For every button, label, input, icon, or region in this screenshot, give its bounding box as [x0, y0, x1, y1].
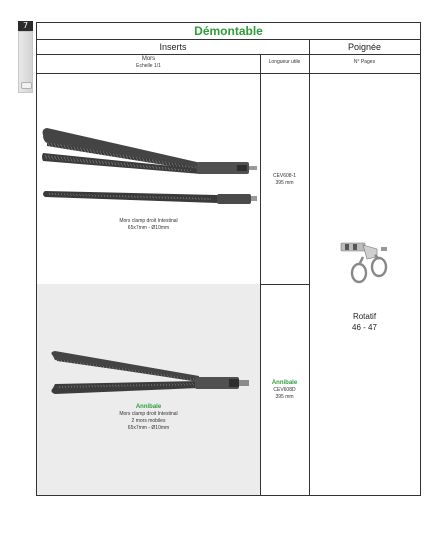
row2-brand: Annibale — [135, 404, 162, 410]
pages-header: N° Pages — [353, 59, 376, 65]
inserts-header: Inserts — [159, 42, 187, 52]
clamp-image-1 — [41, 123, 259, 213]
handle-pages: 46 - 47 — [352, 323, 377, 332]
clamp-image-2 — [49, 348, 254, 398]
side-scroll-strip — [18, 31, 33, 93]
mors-header: Mors — [141, 56, 156, 62]
row1-length: 395 mm — [275, 180, 294, 186]
row2-mobile-jaws: 2 mors mobiles — [131, 418, 166, 424]
strip-knob — [21, 82, 32, 89]
row2-length: 395 mm — [275, 394, 294, 400]
rotatif-handle-image — [337, 235, 397, 290]
handle-name: Rotatif — [352, 312, 377, 321]
row2-ref: CEV608D — [273, 387, 296, 393]
longueur-header: Longueur utile — [268, 59, 301, 65]
echelle-label: Echelle 1/1 — [136, 63, 161, 69]
row2-dimensions: 65x7mm - Ø10mm — [127, 425, 170, 431]
row2-caption: Mors clamp droit Intestinal — [119, 411, 178, 417]
row1-ref: CEV608-1 — [272, 173, 297, 179]
row2-ref-brand: Annibale — [271, 380, 298, 386]
table-title: Démontable — [37, 23, 420, 40]
row1-dimensions: 65x7mm - Ø10mm — [127, 225, 170, 231]
product-table — [36, 22, 421, 496]
row1-caption: Mors clamp droit Intestinal — [119, 218, 178, 224]
poignee-header: Poignée — [347, 42, 382, 52]
chapter-tab: 7 — [18, 21, 33, 31]
